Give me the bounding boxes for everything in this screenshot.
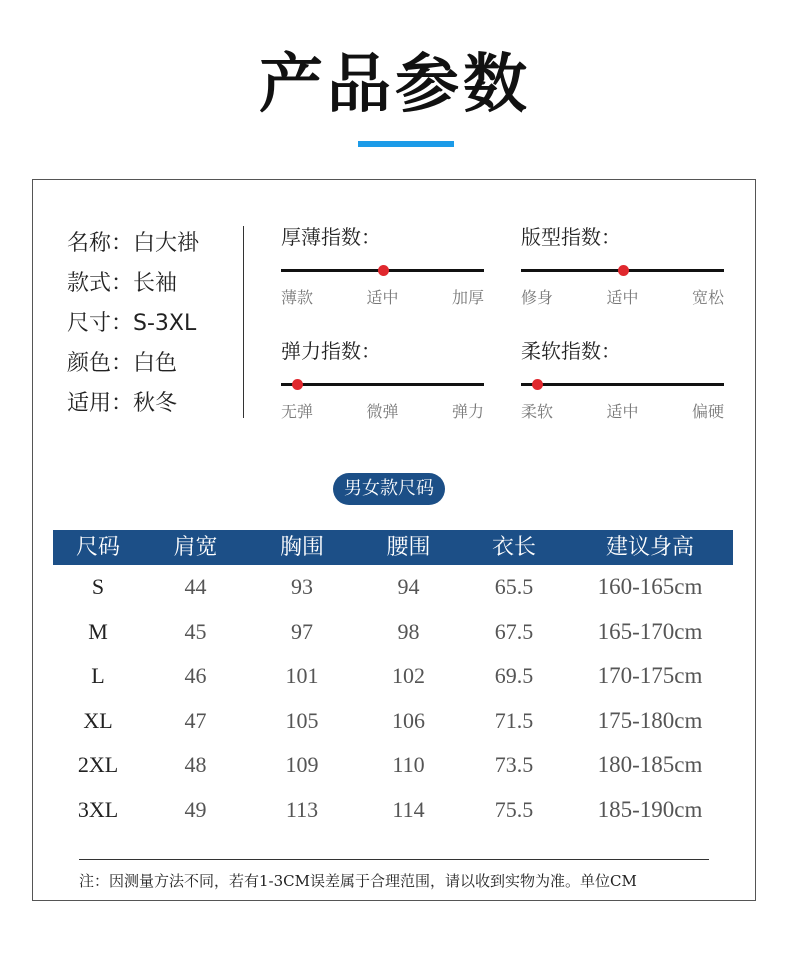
tick-label: 适中 bbox=[606, 402, 639, 421]
index-ticks bbox=[281, 399, 484, 422]
info-label: 尺寸： bbox=[67, 311, 134, 336]
table-cell: 113 bbox=[285, 796, 319, 822]
measurement-note: 注：因测量方法不同，若有1-3CM误差属于合理范围，请以收到实物为准。单位CM bbox=[79, 872, 637, 890]
index-scale bbox=[521, 269, 724, 272]
table-cell: 110 bbox=[392, 752, 425, 777]
table-cell: 2XL bbox=[77, 752, 119, 777]
table-cell: 67.5 bbox=[494, 618, 534, 644]
table-cell: 180-185cm bbox=[597, 752, 703, 777]
column-header: 尺码 bbox=[75, 535, 120, 560]
info-label: 款式： bbox=[67, 271, 134, 296]
tick-label: 加厚 bbox=[451, 288, 484, 307]
table-header bbox=[53, 530, 733, 565]
table-cell: 46 bbox=[184, 663, 207, 688]
table-row bbox=[53, 743, 733, 788]
info-value: 白大褂 bbox=[133, 231, 200, 256]
index-marker bbox=[378, 265, 389, 276]
table-cell: 94 bbox=[397, 574, 420, 599]
index-marker bbox=[618, 265, 629, 276]
table-cell: 185-190cm bbox=[597, 796, 703, 822]
tick-label: 修身 bbox=[521, 288, 554, 307]
info-value: 秋冬 bbox=[133, 391, 178, 416]
table-cell: 170-175cm bbox=[597, 663, 703, 688]
table-cell: 109 bbox=[285, 752, 319, 777]
tick-label: 适中 bbox=[366, 288, 399, 307]
table-row bbox=[53, 565, 733, 610]
tick-label: 弹力 bbox=[451, 402, 484, 421]
table-cell: 106 bbox=[392, 707, 425, 733]
column-header: 建议身高 bbox=[605, 535, 694, 560]
info-row-size bbox=[67, 304, 199, 344]
table-cell: 105 bbox=[285, 707, 319, 733]
index-title: 版型指数： bbox=[521, 225, 621, 249]
table-cell: 114 bbox=[392, 796, 425, 822]
table-cell: 49 bbox=[184, 796, 207, 822]
index-marker bbox=[532, 379, 543, 390]
table-cell: 69.5 bbox=[494, 663, 534, 688]
title-underline bbox=[358, 141, 454, 147]
index-marker bbox=[292, 379, 303, 390]
info-value: 长袖 bbox=[133, 271, 178, 296]
table-cell: 3XL bbox=[77, 796, 119, 822]
table-cell: L bbox=[91, 663, 105, 688]
info-label: 适用： bbox=[67, 391, 134, 416]
info-row-name bbox=[67, 224, 199, 264]
tick-label: 偏硬 bbox=[691, 402, 724, 421]
table-cell: 165-170cm bbox=[597, 618, 703, 644]
tick-label: 适中 bbox=[606, 288, 639, 307]
table-cell: 175-180cm bbox=[597, 707, 703, 733]
product-info-list bbox=[67, 224, 199, 424]
table-cell: 71.5 bbox=[494, 707, 534, 733]
parameter-card bbox=[32, 179, 756, 901]
index-title: 柔软指数： bbox=[521, 339, 621, 363]
index-title: 厚薄指数： bbox=[281, 225, 381, 249]
thickness-index bbox=[281, 223, 484, 307]
table-cell: 101 bbox=[285, 663, 319, 688]
table-cell: XL bbox=[83, 707, 113, 733]
index-ticks bbox=[521, 399, 724, 422]
tick-label: 柔软 bbox=[521, 402, 554, 421]
table-row bbox=[53, 788, 733, 833]
size-chart-badge: 男女款尺码 bbox=[333, 473, 445, 505]
info-row-season bbox=[67, 384, 199, 424]
table-cell: 45 bbox=[184, 618, 207, 644]
info-value: 白色 bbox=[133, 351, 178, 376]
size-table bbox=[53, 530, 733, 832]
softness-index bbox=[521, 337, 724, 421]
info-value: S-3XL bbox=[133, 311, 197, 336]
fit-index bbox=[521, 223, 724, 307]
column-header: 腰围 bbox=[386, 535, 431, 560]
index-scale bbox=[281, 383, 484, 386]
index-scale bbox=[521, 383, 724, 386]
info-label: 名称： bbox=[67, 231, 134, 256]
tick-label: 微弹 bbox=[366, 402, 399, 421]
tick-label: 无弹 bbox=[281, 402, 314, 421]
table-cell: M bbox=[88, 618, 108, 644]
info-row-style bbox=[67, 264, 199, 304]
page-title: 产品参数 bbox=[259, 48, 531, 122]
table-cell: 160-165cm bbox=[597, 574, 703, 599]
index-ticks bbox=[281, 285, 484, 308]
table-cell: 75.5 bbox=[494, 796, 534, 822]
table-cell: 93 bbox=[291, 574, 313, 599]
table-cell: S bbox=[91, 574, 105, 599]
table-cell: 98 bbox=[397, 618, 420, 644]
table-row bbox=[53, 699, 733, 744]
table-cell: 102 bbox=[392, 663, 425, 688]
table-cell: 73.5 bbox=[494, 752, 534, 777]
note-divider bbox=[79, 859, 709, 860]
table-row bbox=[53, 610, 733, 655]
table-cell: 97 bbox=[291, 618, 313, 644]
table-cell: 48 bbox=[184, 752, 207, 777]
table-cell: 47 bbox=[184, 707, 207, 733]
tick-label: 薄款 bbox=[281, 288, 314, 307]
tick-label: 宽松 bbox=[691, 288, 724, 307]
info-label: 颜色： bbox=[67, 351, 134, 376]
index-scale bbox=[281, 269, 484, 272]
column-header: 衣长 bbox=[491, 535, 536, 560]
column-header: 胸围 bbox=[279, 535, 324, 560]
info-row-color bbox=[67, 344, 199, 384]
table-row bbox=[53, 654, 733, 699]
table-cell: 65.5 bbox=[494, 574, 534, 599]
index-title: 弹力指数： bbox=[281, 339, 381, 363]
index-ticks bbox=[521, 285, 724, 308]
info-divider bbox=[243, 226, 244, 418]
elasticity-index bbox=[281, 337, 484, 421]
column-header: 肩宽 bbox=[173, 535, 218, 560]
table-cell: 44 bbox=[184, 574, 207, 599]
